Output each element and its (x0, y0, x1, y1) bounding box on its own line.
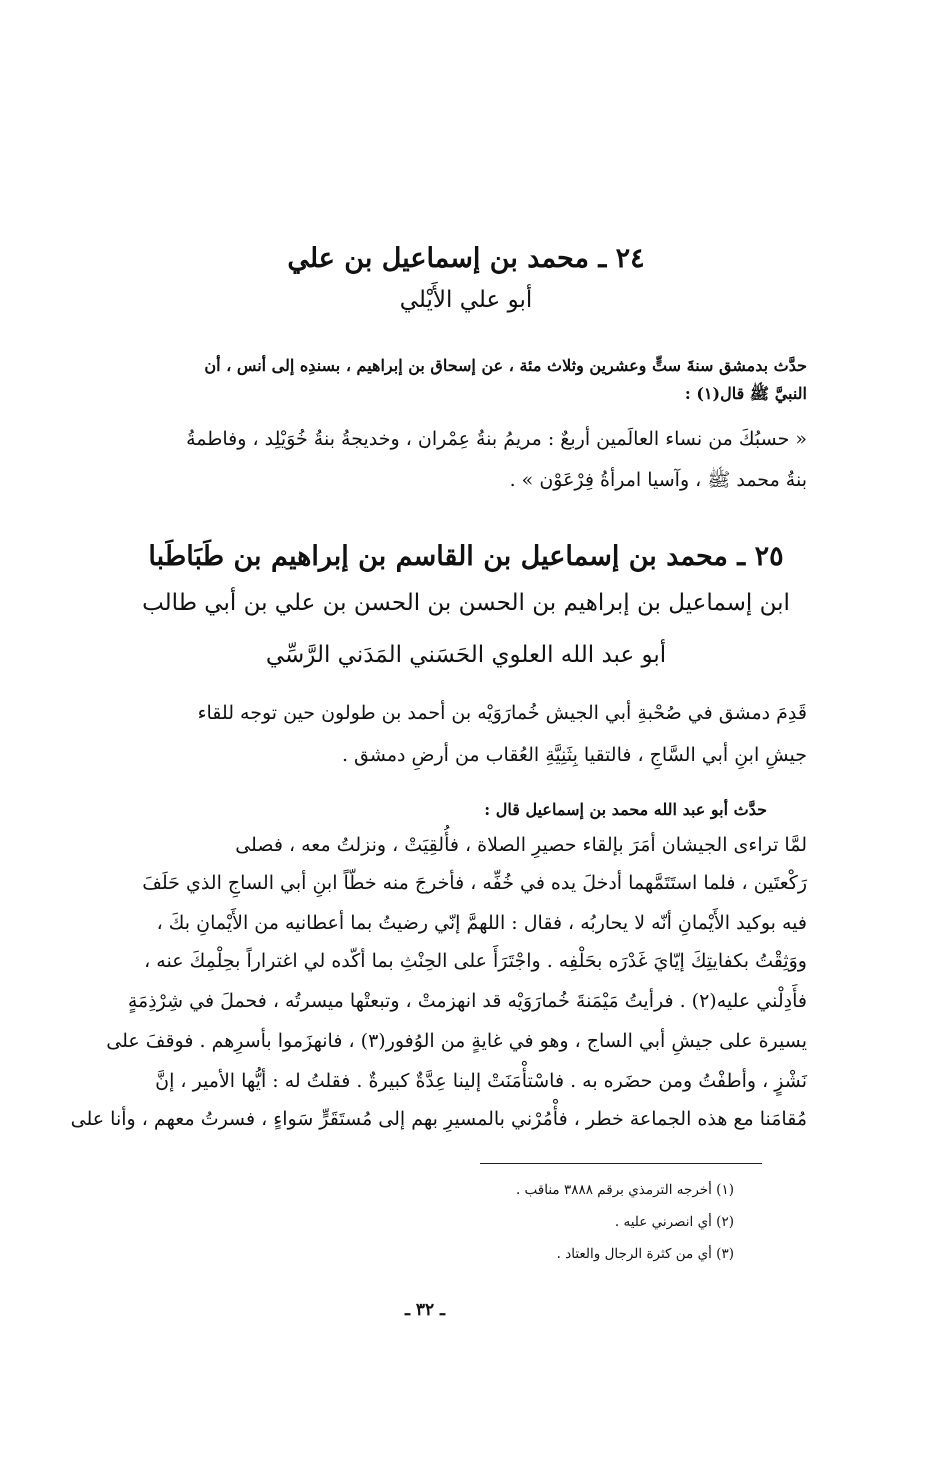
footnote-1: (١) أخرجه الترمذي برقم ٣٨٨٨ مناقب . (515, 1182, 734, 1198)
entry-24-title: ٢٤ ـ محمد بن إسماعيل بن علي (287, 243, 645, 274)
narrative-line: ووَثِقْتُ بكفايتِكَ إيّايَ غَدْرَه بحَلْفِه . واجْتَرَأَ على الحِنْثِ بما أكّده لي اغتراراً بحِلْمِكَ عنه ، (144, 950, 807, 972)
narrative-line: فأَدِلْني عليه(٢) . فرأيتُ مَيْمَنةَ خُمارَوَيْه قد انهزمتْ ، وتبعتْها ميسرتُه ، فحملَ في شِرْذِمَةٍ (127, 990, 807, 1012)
entry-25-kunya: أبو عبد الله العلوي الحَسَني المَدَني الرَّسِّي (265, 642, 667, 668)
entry-25-intro-line-1: قَدِمَ دمشق في صُحْبةِ أبي الجيش خُمارَوَيْه بن أحمد بن طولون حين توجه للقاء (197, 702, 807, 724)
page-number: ـ ٣٢ ـ (404, 1300, 446, 1320)
narrative-line: رَكْعتَين ، فلما استَتَمَّهما أدخلَ يده في خُفِّه ، فأخرجَ منه خطّاً ابنِ أبي الساجِ الذي حَلَفَ (142, 872, 807, 894)
footnote-separator (480, 1163, 762, 1164)
narrative-line: نَشْزٍ ، وأطفْتُ ومن حضَره به . فاسْتأْمَنَتْ إلينا عِدَّةٌ كبيرةٌ . فقلتُ له : أيُّها الأمير ، إنَّ (155, 1070, 807, 1092)
entry-24-isnad-line-2: النبيَّ ﷺ قال(١) : (684, 384, 807, 403)
narrative-line: يسيرة على جيشِ أبي الساج ، وهو في غايةٍ من الوُفور(٣) ، فانهزَموا بأسرِهم . فوقفَ على (106, 1030, 807, 1052)
entry-24-kunya: أبو علي الأَيْلي (399, 287, 533, 313)
footnote-2: (٢) أي انصرني عليه . (614, 1214, 734, 1230)
entry-25-lineage: ابن إسماعيل بن إبراهيم بن الحسن بن الحسن بن علي بن أبي طالب (142, 590, 790, 616)
entry-24-isnad-line-1: حدَّث بدمشق سنةَ ستٍّ وعشرين وثلاث مئة ، عن إسحاق بن إبراهيم ، بسندِه إلى أنس ، أن (204, 356, 807, 375)
entry-25-intro-line-2: جيشِ ابنِ أبي السَّاجِ ، فالتقيا بِثَنِيَّةِ العُقاب من أرضِ دمشق . (341, 744, 807, 766)
entry-25-narrator: حدَّث أبو عبد الله محمد بن إسماعيل قال : (484, 800, 767, 819)
entry-25-title: ٢٥ ـ محمد بن إسماعيل بن القاسم بن إبراهيم بن طَبَاطَبا (148, 541, 784, 572)
footnote-3: (٣) أي من كثرة الرجال والعتاد . (556, 1246, 734, 1262)
narrative-line: فيه بوكيد الأَيْمانِ أنّه لا يحاربُه ، فقال : اللهمَّ إنّي رضيتُ بما أعطانيه من الأَيْمانِ بكَ ، (156, 912, 807, 934)
narrative-line: لمَّا تراءى الجيشان أمَرَ بإلقاء حصيرِ الصلاة ، فأُلقِيَتْ ، ونزلتُ معه ، فصلى (235, 834, 807, 856)
entry-24-hadith-line-2: بنةُ محمد ﷺ ، وآسيا امرأةُ فِرْعَوْن » . (509, 469, 807, 491)
narrative-line: مُقامَنا مع هذه الجماعة خطر ، فأْمُرْني بالمسيرِ بهم إلى مُستَقَرٍّ سَواءٍ ، فسرتُ معهم ، وأنا على (70, 1108, 807, 1130)
entry-24-hadith-line-1: « حسبُكَ من نساء العالَمين أربعٌ : مريمُ بنةُ عِمْران ، وخديجةُ بنةُ خُوَيْلِد ، وفاطمةُ (186, 428, 807, 450)
